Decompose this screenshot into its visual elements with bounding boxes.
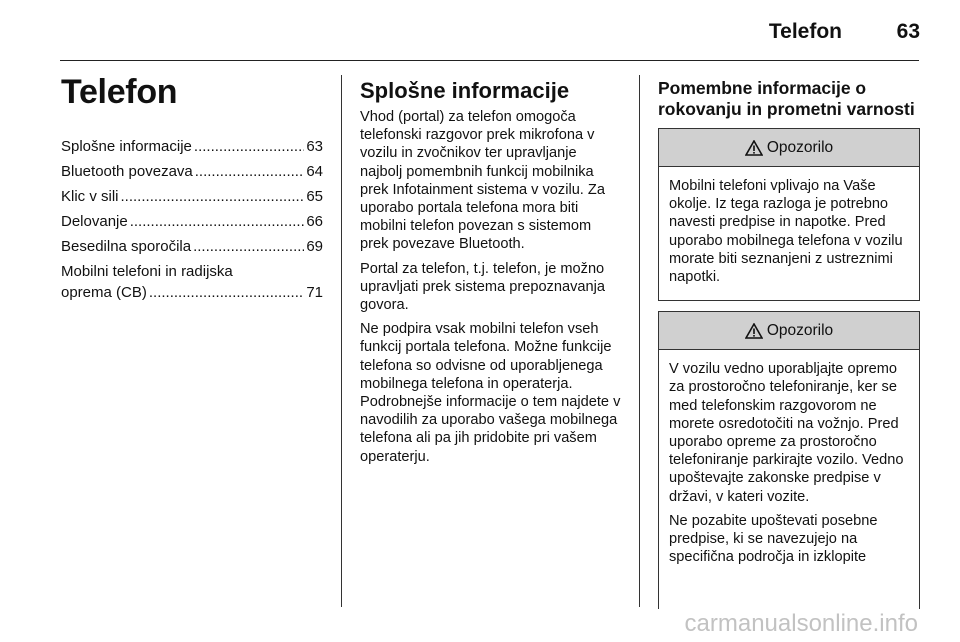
warning-text: Mobilni telefoni vplivajo na Vaše okolje. Iz tega razloga je potrebno navesti predpise in napotke. Pred uporabo mobilnega telefona v vozilu morate biti seznanjeni z ustreznimi napotki. — [669, 178, 903, 286]
general-info-column — [360, 78, 622, 472]
toc-entry-title: Splošne informacije — [61, 138, 192, 155]
toc-entry-title: Besedilna sporočila — [61, 238, 192, 255]
toc-leader-dots — [149, 282, 304, 303]
toc-entry[interactable] — [61, 161, 323, 182]
toc-leader-dots — [121, 186, 305, 207]
toc-entry[interactable] — [61, 136, 323, 157]
toc-entry[interactable] — [61, 236, 323, 257]
toc-entry[interactable] — [61, 186, 323, 207]
running-header-title: Telefon — [768, 20, 842, 43]
body-paragraph: Portal za telefon, t.j. telefon, je možno upravljati prek sistema prepoznavanja govora. — [360, 260, 605, 314]
toc-page-number: 63 — [306, 138, 323, 155]
warning-box — [658, 311, 920, 609]
page-number: 63 — [896, 20, 920, 43]
safety-column — [658, 78, 920, 619]
chapter-title: Telefon — [61, 73, 178, 111]
toc-page-number: 64 — [306, 163, 323, 180]
warning-body — [659, 167, 919, 300]
column-divider-1 — [341, 75, 342, 607]
chapter-column — [61, 72, 323, 307]
toc-page-number: 71 — [306, 284, 323, 301]
warning-label: Opozorilo — [766, 321, 834, 339]
warning-text: V vozilu vedno uporabljajte opremo za prostoročno telefoniranje, ker se med telefonskim razgovorom ne morete osredotočiti na vožnjo. Pred uporabo opreme za prostoročno telefoniranje parkirajte vozilo. Vedno upoštevajte zakonske predpise v državi, v kateri vozite. — [669, 361, 904, 505]
toc-entry-title: Mobilni telefoni in radijska — [61, 263, 233, 280]
toc-entry-title: Bluetooth povezava — [61, 163, 193, 180]
warning-body — [659, 350, 919, 580]
column-divider-2 — [639, 75, 640, 607]
body-paragraph: Vhod (portal) za telefon omogoča telefonski razgovor prek mikrofona v vozilu in zvočnikov ter upravljanje najbolj pomembnih funkcij mobilnika prek Infotainment sistema v vozilu. Za uporabo portala telefona mora biti mobilni telefon povezan s sistemom prek povezave Bluetooth. — [360, 109, 605, 253]
body-paragraph: Ne podpira vsak mobilni telefon vseh funkcij portala telefona. Možne funkcije telefona so odvisne od uporabljenega mobilnega telefona in operaterja. Podrobnejše informacije o tem najdete v navodilih za uporabo vašega mobilnega telefona ali pa jih pridobite pri vašem operaterju. — [360, 321, 621, 465]
header-rule — [60, 60, 919, 61]
warning-text: Ne pozabite upoštevati posebne predpise, ki se navezujejo na specifična področja in izklopite — [669, 512, 878, 566]
toc-leader-dots — [130, 211, 305, 232]
subsection-heading: Pomembne informacije o rokovanju in prometni varnosti — [658, 78, 915, 119]
section-heading: Splošne informacije — [360, 78, 570, 103]
warning-triangle-icon — [745, 140, 763, 156]
toc-entry-title: oprema (CB) — [61, 284, 147, 301]
toc-entry[interactable] — [61, 261, 323, 303]
warning-header — [659, 129, 919, 167]
toc-page-number: 65 — [306, 188, 323, 205]
toc-leader-dots — [195, 161, 305, 182]
toc-leader-dots — [194, 136, 304, 157]
warning-header — [659, 312, 919, 350]
toc-entry-title: Klic v sili — [61, 188, 119, 205]
toc-page-number: 66 — [306, 213, 323, 230]
toc-page-number: 69 — [306, 238, 323, 255]
warning-label: Opozorilo — [766, 138, 834, 156]
toc-entry[interactable] — [61, 211, 323, 232]
warning-triangle-icon — [745, 323, 763, 339]
toc-entry-title: Delovanje — [61, 213, 128, 230]
watermark: carmanualsonline.info — [684, 610, 918, 637]
toc-leader-dots — [193, 236, 304, 257]
table-of-contents — [61, 136, 323, 303]
warning-box — [658, 128, 920, 301]
